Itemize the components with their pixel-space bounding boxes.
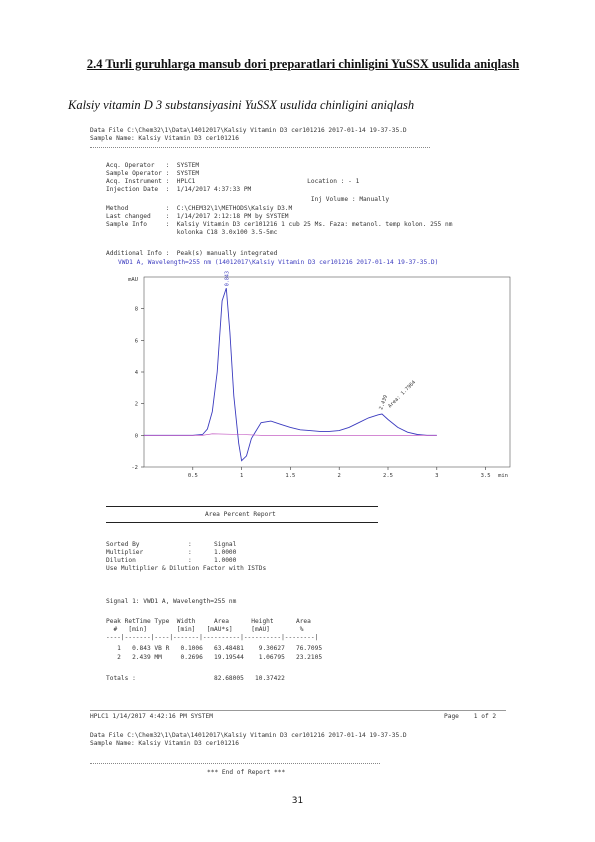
- table-row: 2 2.439 MM 0.2696 19.19544 1.06795 23.2105: [106, 654, 323, 661]
- header-divider: [90, 147, 430, 148]
- x-tick-label: 0.5: [187, 473, 198, 479]
- x-tick-label: 2: [337, 473, 341, 479]
- info-line-5: Inj Volume : Manually: [106, 196, 390, 203]
- info-line-7: Last changed : 1/14/2017 2:12:18 PM by SYSTEM: [106, 213, 289, 220]
- chromatogram-title: VWD1 A, Wavelength=255 nm (14012017\Kalsiy Vitamin D3 cer101216 2017-01-14 19-37-35.D): [118, 259, 439, 266]
- chromatogram-chart: [118, 267, 518, 489]
- footer-sample-line: Sample Name: Kalsiy Vitamin D3 cer101216: [90, 740, 240, 747]
- table-header-2: # [min] [min] [mAU*s] [mAU] %: [106, 626, 315, 633]
- info-line-6: Method : C:\CHEM32\1\METHODS\Kalsiy D3.M: [106, 205, 293, 212]
- page-heading: 2.4 Turli guruhlarga mansub dori preparatlari chinligini YuSSX usulida aniqlash: [86, 57, 520, 71]
- footer-left: HPLC1 1/14/2017 4:42:16 PM SYSTEM: [90, 713, 213, 720]
- y-tick-label: 4: [134, 370, 138, 376]
- report-divider-bottom: [106, 522, 378, 523]
- info-line-1: Acq. Operator : SYSTEM: [106, 162, 200, 169]
- table-header-3: ----|-------|----|-------|----------|----------|--------|: [106, 634, 319, 641]
- totals-line: Totals : 82.68005 10.37422: [106, 675, 285, 682]
- info-line-8: Sample Info : Kalsiy Vitamin D3 cer101216 1 cub 25 Ms. Faza: metanol. temp kolon. 255 nm: [106, 221, 453, 228]
- additional-info-line: Additional Info : Peak(s) manually integrated: [106, 250, 278, 257]
- setting-line-3: Dilution : 1.0000: [106, 557, 237, 564]
- info-line-2: Sample Operator : SYSTEM: [106, 170, 200, 177]
- sample-name-line: Sample Name: Kalsiy Vitamin D3 cer101216: [90, 135, 240, 142]
- y-tick-label: 0: [134, 433, 138, 440]
- x-tick-label: 1: [239, 473, 244, 479]
- x-tick-label: 3: [435, 473, 439, 479]
- x-tick-label: 2.5: [383, 473, 393, 479]
- signal-line: Signal 1: VWD1 A, Wavelength=255 nm: [106, 598, 237, 605]
- page-number: 31: [291, 796, 304, 806]
- y-tick-label: 8: [134, 306, 138, 313]
- peak-label: 2.439: [378, 394, 390, 411]
- footer-divider: [90, 710, 506, 711]
- y-tick-label: 2: [134, 401, 138, 408]
- y-axis-label: mAU: [128, 277, 138, 283]
- info-line-4: Injection Date : 1/14/2017 4:37:33 PM: [106, 186, 252, 193]
- setting-line-1: Sorted By : Signal: [106, 541, 237, 548]
- peak-annotation: Area: 1.7964: [387, 379, 418, 410]
- setting-line-2: Multiplier : 1.0000: [106, 549, 237, 556]
- report-divider-top: [106, 506, 378, 507]
- footer-file-line: Data File C:\Chem32\1\Data\14012017\Kalsiy Vitamin D3 cer101216 2017-01-14 19-37-35.D: [90, 732, 407, 739]
- footer-right: Page 1 of 2: [444, 713, 497, 720]
- info-line-3: Acq. Instrument : HPLC1 Location : - 1: [106, 178, 360, 185]
- page-subheading: Kalsiy vitamin D 3 substansiyasini YuSSX usulida chinligini aniqlash: [68, 98, 415, 112]
- peak-label: 0.843: [224, 271, 231, 287]
- end-of-report: *** End of Report ***: [207, 769, 286, 776]
- table-row: 1 0.843 VB R 0.1006 63.48481 9.30627 76.7095: [106, 645, 323, 652]
- x-tick-label: 3.5: [480, 473, 491, 479]
- table-header-1: Peak RetTime Type Width Area Height Area: [106, 618, 319, 625]
- y-tick-label: -2: [131, 465, 138, 471]
- data-file-line: Data File C:\Chem32\1\Data\14012017\Kalsiy Vitamin D3 cer101216 2017-01-14 19-37-35.D: [90, 127, 407, 134]
- signal-line: [144, 288, 437, 461]
- setting-line-4: Use Multiplier & Dilution Factor with ISTDs: [106, 565, 267, 572]
- x-axis-label: min: [498, 473, 508, 479]
- y-tick-label: 6: [134, 338, 138, 345]
- plot-frame: [144, 277, 510, 467]
- baseline-line: [144, 434, 437, 436]
- end-divider: [90, 763, 380, 764]
- x-tick-label: 1.5: [285, 473, 296, 479]
- info-line-9: kolonka C18 3.0x100 3.5-5mc: [106, 229, 278, 236]
- area-report-title: Area Percent Report: [205, 511, 276, 518]
